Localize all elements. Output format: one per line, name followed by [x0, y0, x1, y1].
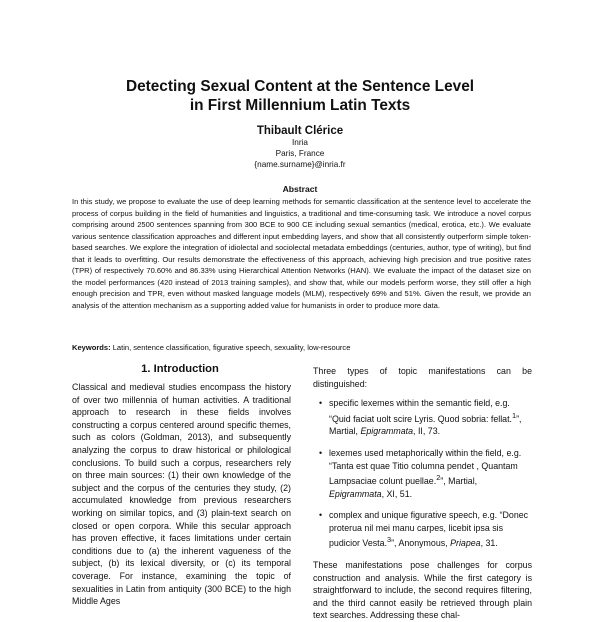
item-text: specific lexemes within the semantic field, e.g. “Quid faciat uolt scire Lyris. Quod sobria: fellat. — [329, 398, 513, 424]
title-line-2: in First Millennium Latin Texts — [189, 97, 411, 114]
item-citation: ”, Anonymous, — [391, 538, 451, 549]
item-text: complex and unique figurative speech, e.g. “Donec proterua nil mei manu carpes, licebit ipsa sis pudicior Vesta. — [329, 510, 529, 549]
paper-title — [60, 77, 540, 115]
footnote-marker: 2 — [436, 473, 441, 483]
item-reference: , II, 73. — [413, 426, 441, 437]
affiliation-institution: Inria — [292, 138, 308, 147]
list-item — [313, 447, 532, 500]
challenges-paragraph: These manifestations pose challenges for corpus construction and analysis. While the first category is straightforward to include, the second requires filtering, and the third cannot easily be retrieved through plain text searches. Addressing these chal- — [313, 559, 532, 621]
section-heading-introduction: 1. Introduction — [141, 363, 219, 375]
item-citation: ”, Martial, — [329, 413, 522, 437]
affiliation-location: Paris, France — [275, 149, 325, 158]
item-work-title: Priapea — [450, 538, 481, 549]
title-line-1: Detecting Sexual Content at the Sentence Level — [125, 78, 475, 95]
item-work-title: Epigrammata — [329, 488, 382, 499]
intro-paragraph: Classical and medieval studies encompass the history of over two millennia of human activities. A traditional approach to research in these fields involves constructing a corpus centered around specific themes, such as colors (Goldman, 2013), and subsequently analyzing the corpus to draw historical or philological conclusions. To build such a corpus, researchers rely on three main sources: (1) their own knowledge of the subject and the corpus of the centuries they study, (2) accumulated knowledge from previous researchers working on similar topics, and (3) plain-text search on closed or open corpora. While this secular approach has proven effective, it faces limitations under certain conditions due to (a) the inherent vagueness of the subject, (b) its lexical diversity, or (c) its temporal coverage. For instance, examining the topic of sexualities in Latin from antiquity (300 BCE) to the high Middle Ages — [72, 382, 291, 607]
bullet-icon: • — [319, 398, 323, 409]
manifestation-list — [313, 397, 532, 550]
item-reference: , 31. — [480, 538, 498, 549]
author-affiliation — [150, 137, 450, 170]
manifestations-intro: Three types of topic manifestations can be distinguished: — [313, 366, 532, 389]
bullet-icon: • — [319, 510, 323, 521]
keywords — [72, 342, 531, 353]
author-name: Thibault Clérice — [256, 125, 344, 137]
item-citation: ”, Martial, — [440, 476, 478, 487]
keywords-text: Latin, sentence classification, figurative speech, sexuality, low-resource — [112, 343, 351, 352]
bullet-icon: • — [319, 447, 323, 458]
item-text: lexemes used metaphorically within the field, e.g. “Tanta est quae Titio columna pendet , Quantam Lampsaciae colunt puellae. — [329, 447, 522, 487]
abstract-text: In this study, we propose to evaluate the use of deep learning methods for semantic classification at the sentence level to accelerate the process of corpus building in the field of humanities and linguistics, a traditional and time-consuming task. We introduce a novel corpus comprising around 2500 sentences spanning from 300 BCE to 900 CE including sexual semantics (medical, erotica, etc.). We evaluate various sentence classification approaches and different input embedding layers, and show that all consistently outperform simple token-based searches. We explore the integration of idiolectal and sociolectal metadata embeddings (centuries, author, type of writing), but find that it leads to overfitting. Our results demonstrate the effectiveness of this approach, achieving high precision and true positive rates (TPR) of respectively 70.60% and 86.33% using Hierarchical Attention Networks (HAN). We evaluate the impact of the dataset size on the model performances (420 instead of 2013 training samples), and show that, while our models perform worse, they still offer a high enough precision and TPR, even without masked language models (MLM), respectively 69% and 51%. Given the result, we provide an analysis of the attention mechanism as a supporting added value for humanists in order to produce more data. — [72, 197, 531, 310]
list-item — [313, 509, 532, 550]
list-item — [313, 397, 532, 438]
item-reference: , XI, 51. — [381, 488, 413, 499]
author-email: {name.surname}@inria.fr — [254, 160, 346, 169]
left-column — [72, 381, 291, 608]
right-column — [313, 365, 532, 622]
footnote-marker: 1 — [512, 410, 517, 420]
footnote-marker: 3 — [387, 535, 392, 545]
keywords-label: Keywords: — [72, 343, 111, 352]
item-work-title: Epigrammata — [360, 426, 414, 437]
abstract-heading: Abstract — [282, 184, 318, 194]
